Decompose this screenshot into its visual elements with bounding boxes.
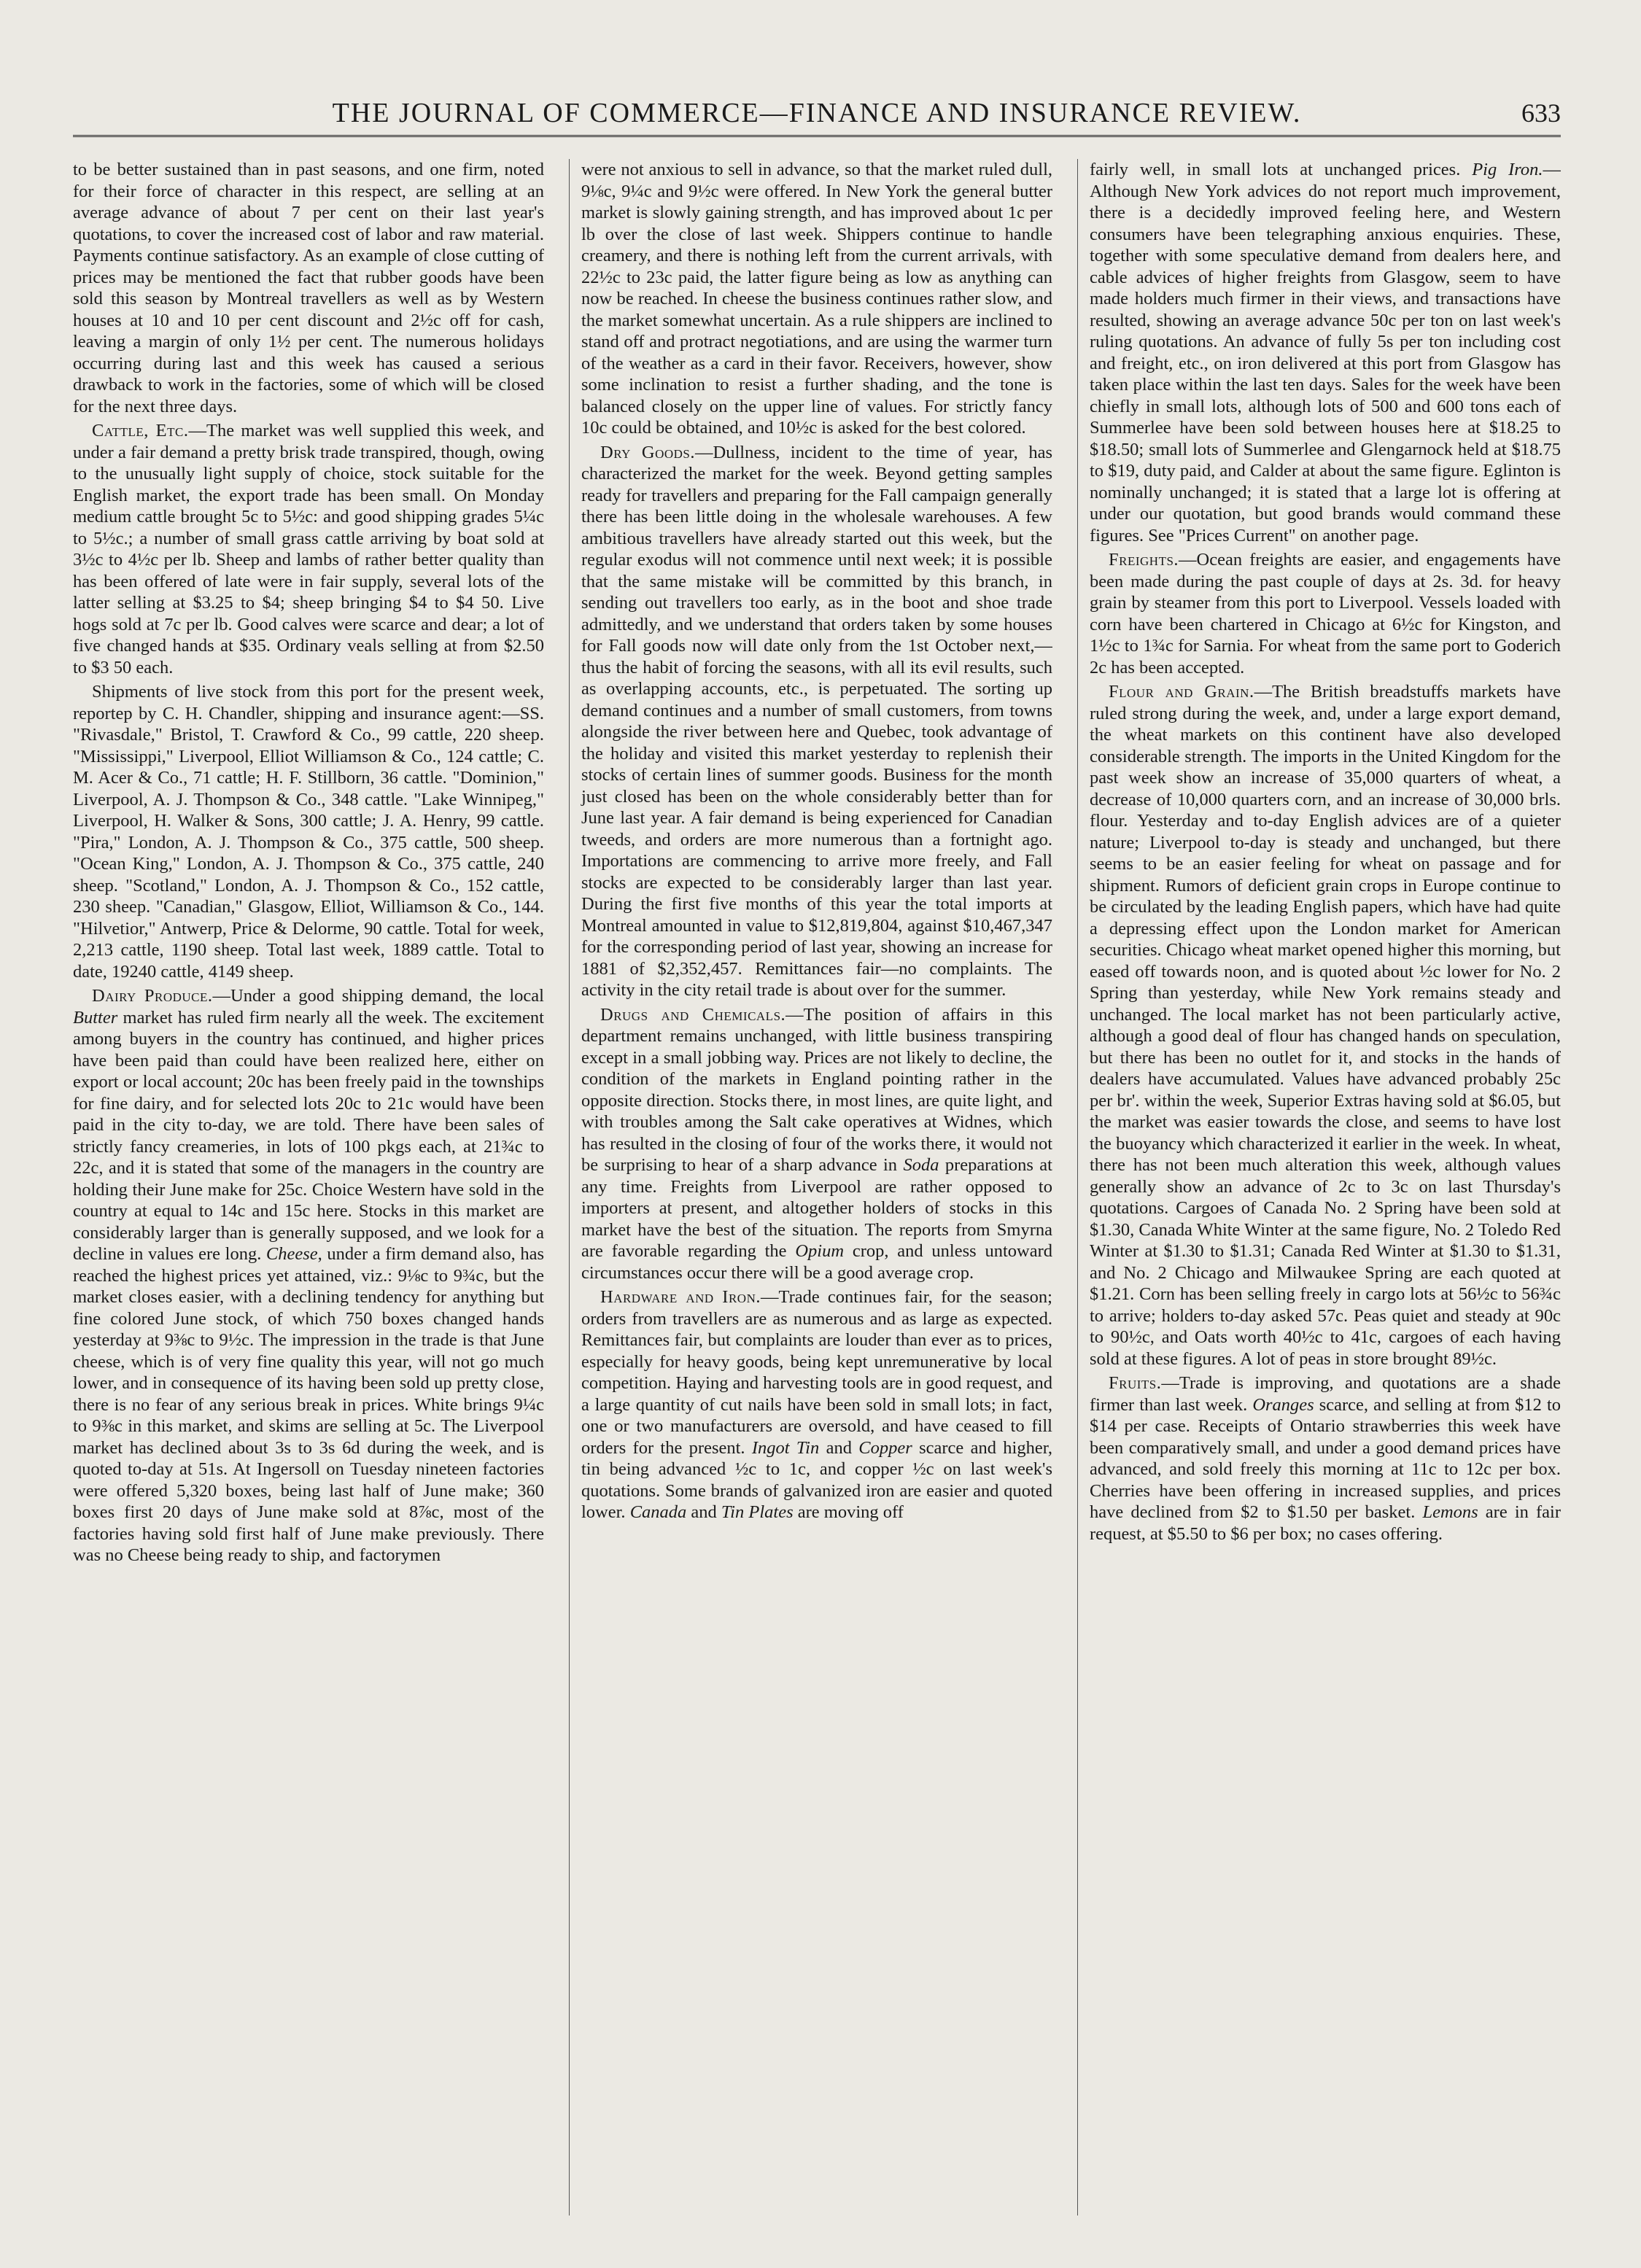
paragraph-text: and — [686, 1502, 721, 1522]
journal-title: THE JOURNAL OF COMMERCE—FINANCE AND INSURANCE REVIEW. — [332, 98, 1302, 128]
paragraph-text: —Trade is improving, and quotations are a shade firmer than last week. — [1090, 1373, 1561, 1415]
paragraph-text: and — [819, 1437, 859, 1458]
section-heading: Flour and Grain. — [1109, 682, 1254, 702]
paragraph-text: —The position of affairs in this department remains unchanged, with little business transpiring except in a small jobbing way. Prices are not likely to decline, the condition of the markets in England pointing rather in the opposite direction. Stocks there, in most lines, are quite light, and with troubles among the Salt cake operatives at Widnes, which has resulted in the closing of four of the works there, it would not be surprising to hear of a sharp advance in — [581, 1004, 1052, 1175]
emphasis: Opium — [795, 1241, 845, 1261]
paragraph — [581, 442, 1052, 1001]
paragraph-text: —Ocean freights are easier, and engagements have been made during the past couple of days at 2s. 3d. for heavy grain by steamer from this port to Liverpool. Vessels loaded with corn have been chartered in Chicago at 6½c for Kingston, and 1½c to 1¾c for Sarnia. For wheat from the same port to Goderich 2c has been accepted. — [1090, 550, 1561, 677]
paragraph-text: —The British breadstuffs markets have ruled strong during the week, and, under a large export demand, the wheat markets on this continent have also developed considerable strength. The imports in the United Kingdom for the past week show an increase of 35,000 quarters of wheat, a decrease of 10,000 quarters corn, and an increase of 30,000 brls. flour. Yesterday and to-day English advices are of a quieter nature; Liverpool to-day is steady and unchanged, but there seems to be an easier feeling for wheat on passage and for shipment. Rumors of deficient grain crops in Europe continue to be circulated by the leading English papers, which have had quite a depressing effect upon the London market for American securities. Chicago wheat market opened higher this morning, but eased off towards noon, and is quoted about ½c lower for No. 2 Spring than yesterday, while New York remains steady and unchanged. The local market has not been particularly active, although a good deal of flour has changed hands on speculation, but there has been no outlet for it, and stocks in the hands of dealers have accumulated. Values have advanced probably 25c per br'. within the week, Superior Extras having sold at $6.05, but the market was easier towards the close, and seems to have lost the buoyancy which characterized it earlier in the week. In wheat, there has not been much alteration this week, although values generally show an advance of 2c to 3c on last Thursday's quotations. Cargoes of Canada No. 2 Spring have been sold at $1.30, Canada White Winter at the same figure, No. 2 Toledo Red Winter at $1.30 to $1.31; Canada Red Winter at $1.30 to $1.31, and No. 2 Chicago and Milwaukee Spring are each quoted at $1.21. Corn has been selling freely in cargo lots at 56½c to 56¾c to arrive; holders to-day asked 57c. Peas quiet and steady at 90c to 90½c, and Oats worth 40½c to 41c, cargoes of each having sold at these figures. A lot of peas in store brought 89½c. — [1090, 682, 1561, 1369]
emphasis: Ingot Tin — [751, 1437, 820, 1458]
emphasis: Cheese — [265, 1244, 318, 1264]
section-heading: Cattle, Etc. — [92, 421, 189, 440]
emphasis: Lemons — [1422, 1502, 1478, 1522]
emphasis: Oranges — [1252, 1394, 1314, 1415]
paragraph-text: crop, and unless untoward circumstances occur there will be a good average crop. — [581, 1241, 1052, 1283]
paragraph — [73, 681, 544, 982]
paragraph-text: are in fair request, at $5.50 to $6 per box; no cases offering. — [1090, 1502, 1561, 1544]
paragraph-text: were not anxious to sell in advance, so that the market ruled dull, 9⅛c, 9¼c and 9½c were offered. In New York the general butter market is slowly gaining strength, and has improved about 1c per lb over the close of last week. Shippers continue to handle creamery, and there is nothing left from the current arrivals, with 22½c to 23c paid, the latter figure being as low as anything can now be reached. In cheese the business continues rather slow, and the market somewhat uncertain. As a rule shippers are inclined to stand off and protract negotiations, and are using the warmer turn of the weather as a card in their favor. Receivers, however, show some inclination to resist a further shading, and the tone is balanced closely on the upper line of values. For strictly fancy 10c could be obtained, and 10½c is asked for the best colored. — [581, 160, 1052, 438]
section-heading: Dry Goods. — [600, 442, 696, 462]
paragraph — [73, 420, 544, 678]
emphasis: Butter — [73, 1007, 118, 1028]
paragraph — [73, 159, 544, 417]
paragraph-text: to be better sustained than in past seasons, and one firm, noted for their force of character in this respect, are selling at an average advance of about 7 per cent on their last year's quotations, to cover the increased cost of labor and raw material. Payments continue satisfactory. As an example of close cutting of prices may be mentioned the fact that rubber goods have been sold this season by Montreal travellers as well as by Western houses at 10 and 10 per cent discount and 2½c off for cash, leaving a margin of only 1½ per cent. The numerous holidays occurring during last and this week has caused a serious drawback to work in the factories, some of which will be closed for the next three days. — [73, 160, 544, 416]
emphasis: Pig Iron. — [1472, 160, 1543, 179]
column-2 — [569, 159, 1052, 2215]
section-heading: Dairy Produce. — [92, 986, 213, 1006]
paragraph — [73, 985, 544, 1566]
paragraph-text: , under a firm demand also, has reached the highest prices yet attained, viz.: 9⅛c to 9¾c, but the market closes easier, with a declining tendency for anything but fine colored June stock, of which 750 boxes changed hands yesterday at 9⅜c to 9½c. The impression in the trade is that June cheese, which is of very fine quality this year, will not go much lower, and in consequence of its having been sold up pretty close, there is no fear of any serious break in prices. White brings 9¼c to 9⅜c in this market, and skims are selling at 5c. The Liverpool market has declined about 3s to 3s 6d during the week, and is quoted to-day at 51s. At Ingersoll on Tuesday nineteen factories were offered 5,320 boxes, being last half of June make; 360 boxes first 20 days of June make sold at 8⅞c, most of the factories having sold first half of June make previously. There was no Cheese being ready to ship, and factorymen — [73, 1244, 544, 1565]
emphasis: Copper — [858, 1437, 912, 1458]
paragraph — [1090, 1372, 1561, 1545]
paragraph-text: —The market was well supplied this week, and under a fair demand a pretty brisk trade transpired, though, owing to the unusually light supply of choice, stock suitable for the English market, the export trade has been small. On Monday medium cattle brought 5c to 5½c: and good shipping grades 5¼c to 5½c.; a number of small grass cattle arriving by boat sold at 3½c to 4½c per lb. Sheep and lambs of rather better quality than has been offered of late were in fair supply, several lots of the latter selling at $3.25 to $4; sheep bringing $4 to $4 50. Live hogs sold at 7c per lb. Good calves were scarce and dear; a lot of five changed hands at $35. Ordinary veals selling at from $2.50 to $3 50 each. — [73, 421, 544, 677]
paragraph-text: —Under a good shipping demand, the local — [212, 986, 544, 1006]
section-heading: Freights. — [1109, 550, 1179, 570]
column-3 — [1077, 159, 1561, 2215]
paragraph-text: fairly well, in small lots at unchanged prices. — [1090, 160, 1473, 179]
paragraph-text: —Although New York advices do not report much improvement, there is a decidedly improved feeling here, and Western consumers have been telegraphing anxious enquiries. These, together with some speculative demand from dealers here, and cable advices of higher freights from Glasgow, seem to have made holders much firmer in their views, and transactions have resulted, showing an average advance 50c per ton on last week's ruling quotations. An advance of fully 5s per ton including cost and freight, etc., on iron delivered at this port from Glasgow has taken place within the last ten days. Sales for the week have been chiefly in small lots, although lots of 500 and 600 tons each of Summerlee have been sold between houses here at $18.25 to $18.50; small lots of Summerlee and Glengarnock held at $18.75 to $19, duty paid, and Calder at about the same figure. Eglinton is nominally unchanged; it is stated that a large lot is offering at under our quotation, but good brands would command these figures. See "Prices Current" on another page. — [1090, 160, 1561, 545]
emphasis: Tin Plates — [721, 1502, 794, 1522]
section-heading: Drugs and Chemicals. — [600, 1004, 786, 1025]
section-heading: Fruits. — [1109, 1373, 1162, 1393]
paragraph-text: Shipments of live stock from this port for the present week, reportep by C. H. Chandler, shipping and insurance agent:—SS. "Rivasdale," Bristol, T. Crawford & Co., 99 cattle, 220 sheep. "Mississippi," Liverpool, Elliot Williamson & Co., 124 cattle; C. M. Acer & Co., 71 cattle; H. F. Stillborn, 36 cattle. "Dominion," Liverpool, A. J. Thompson & Co., 348 cattle. "Lake Winnipeg," Liverpool, H. Walker & Sons, 300 cattle; J. A. Henry, 99 cattle. "Pira," London, A. J. Thompson & Co., 375 cattle, 500 sheep. "Ocean King," London, A. J. Thompson & Co., 375 cattle, 240 sheep. "Scotland," London, A. J. Thompson & Co., 152 cattle, 230 sheep. "Canadian," Glasgow, Elliot, Williamson & Co., 144. "Hilvetior," Antwerp, Price & Delorme, 90 cattle. Total for week, 2,213 cattle, 1190 sheep. Total last week, 1889 cattle. Total to date, 19240 cattle, 4149 sheep. — [73, 682, 544, 982]
paragraph-text: scarce and higher, tin being advanced ½c to 1c, and copper ½c on last week's quotations. Some brands of galvanized iron are easier and quoted lower. — [581, 1437, 1052, 1522]
section-heading: Hardware and Iron. — [600, 1287, 761, 1307]
paragraph-text: preparations at any time. Freights from Liverpool are rather opposed to importers at present, and altogether holders of stocks in this market have the best of the situation. The reports from Smyrna are favorable regarding the — [581, 1155, 1052, 1261]
paragraph-text: scarce, and selling at from $12 to $14 per case. Receipts of Ontario strawberries this week have been comparatively small, and under a good demand prices have advanced, and sold freely this morning at 11c to 12c per box. Cherries have been offering in increased supplies, and prices have declined from $2 to $1.50 per basket. — [1090, 1394, 1561, 1522]
paragraph — [581, 1286, 1052, 1523]
paragraph — [581, 1004, 1052, 1284]
paragraph — [1090, 681, 1561, 1370]
article-columns — [73, 159, 1561, 2215]
paragraph — [581, 159, 1052, 439]
paragraph-text: —Dullness, incident to the time of year, has characterized the market for the week. Beyond getting samples ready for travellers and preparing for the Fall campaign generally there has been little doing in the wholesale warehouses. A few ambitious travellers have already started out this week, but the regular exodus will not commence until next week; it is possible that the same mistake will be committed by this branch, in sending out travellers too early, as in the boot and shoe trade admittedly, and we understand that orders taken by some houses for Fall goods now will date only from the 1st October next,—thus the habit of forcing the seasons, with all its evil results, such as overlapping accounts, etc., is perpetuated. The sorting up demand continues and a number of small customers, from towns alongside the river between here and Quebec, took advantage of the holiday and visited this market yesterday to replenish their stocks of certain lines of summer goods. Business for the month just closed has been on the whole considerably better than for June last year. A fair demand is being experienced for Canadian tweeds, and orders are more numerous than a fortnight ago. Importations are commencing to arrive more freely, and Fall stocks are expected to be considerably larger than last year. During the first five months of this year the total imports at Montreal amounted in value to $12,819,804, against $10,467,347 for the corresponding period of last year, showing an increase for 1881 of $2,352,457. Remittances fair—no complaints. The activity in the city retail trade is about over for the summer. — [581, 442, 1052, 1000]
page-number: 633 — [1521, 98, 1561, 128]
emphasis: Canada — [629, 1502, 687, 1522]
running-head — [73, 91, 1561, 137]
column-1 — [73, 159, 544, 2215]
paragraph — [1090, 549, 1561, 678]
paragraph-text: are moving off — [793, 1502, 904, 1522]
paragraph — [1090, 159, 1561, 546]
emphasis: Soda — [903, 1155, 939, 1175]
paragraph-text: market has ruled firm nearly all the week. The excitement among buyers in the country has continued, and higher prices have been paid than could have been realized here, either on export or local account; 20c has been freely paid in the townships for fine dairy, and for selected lots 20c to 21c would have been paid in the city to-day, we are told. There have been sales of strictly fancy creameries, in lots of 100 pkgs each, at 21¾c to 22c, and it is stated that some of the managers in the country are holding their June make for 25c. Choice Western have sold in the country at equal to 14c and 15c here. Stocks in this market are considerably larger than is generally supposed, and we look for a decline in values ere long. — [73, 1007, 544, 1264]
paragraph-text: —Trade continues fair, for the season; orders from travellers are as numerous and as large as expected. Remittances fair, but complaints are louder than ever as to prices, especially for heavy goods, being kept unremunerative by local competition. Haying and harvesting tools are in good request, and a large quantity of cut nails have been sold in small lots; in fact, one or two manufacturers are oversold, and have ceased to fill orders for the present. — [581, 1287, 1052, 1458]
